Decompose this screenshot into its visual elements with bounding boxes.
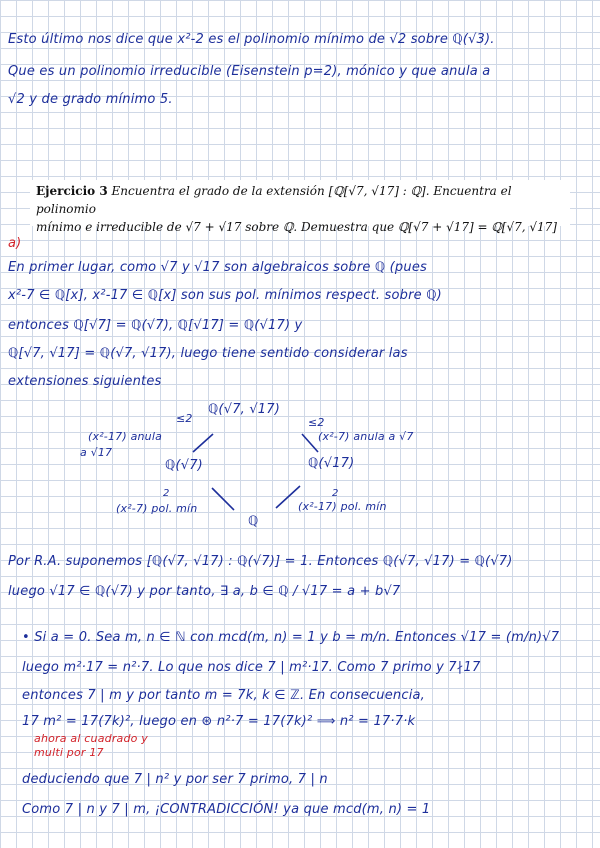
proof-line-5: entonces 7 | m y por tanto m = 7k, k ∈ ℤ. En consecuencia, [22,688,426,703]
notes-line-1: En primer lugar, como √7 y √17 son algebraicos sobre ℚ (pues [8,260,427,275]
intro-line-3: √2 y de grado mínimo 5. [8,92,173,107]
exercise-statement-line-2: mínimo e irreducible de √7 + √17 sobre ℚ. Demuestra que ℚ[√7 + √17] = ℚ[√7, √17] [36,220,557,234]
diagram-label-top-left-1: (x²-17) anula [88,430,163,443]
diagram-degree-bottom-right: 2 [332,488,339,499]
proof-line-2: luego √17 ∈ ℚ(√7) y por tanto, ∃ a, b ∈ ℚ / √17 = a + b√7 [8,584,401,599]
diagram-degree-bottom-left: 2 [163,488,170,499]
proof-line-6: 17 m² = 17(7k)², luego en ⊛ n²·7 = 17(7k)² ⟹ n² = 17·7·k [22,714,416,729]
intro-line-2: Que es un polinomio irreducible (Eisenstein p=2), mónico y que anula a [8,64,491,79]
diagram-label-top-left-2: a √17 [80,446,113,459]
exercise-label: Ejercicio 3 [36,184,108,198]
notes-line-3: entonces ℚ[√7] = ℚ(√7), ℚ[√17] = ℚ(√17) y [8,318,303,333]
proof-line-1: Por R.A. suponemos [ℚ(√7, √17) : ℚ(√7)] = 1. Entonces ℚ(√7, √17) = ℚ(√7) [8,554,513,569]
notes-line-5: extensiones siguientes [8,374,162,389]
proof-line-3: • Si a = 0. Sea m, n ∈ ℕ con mcd(m, n) = 1 y b = m/n. Entonces √17 = (m/n)√7 [22,630,560,645]
diagram-node-bottom: ℚ [248,514,259,529]
intro-line-1: Esto último nos dice que x²-2 es el polinomio mínimo de √2 sobre ℚ(√3). [8,32,495,47]
proof-line-8: Como 7 | n y 7 | m, ¡CONTRADICCIÓN! ya que mcd(m, n) = 1 [22,802,431,817]
exercise-statement-line-1: Encuentra el grado de la extensión [ℚ[√7, √17] : ℚ]. Encuentra el polinomio [36,184,512,216]
diagram-node-left: ℚ(√7) [165,458,203,473]
proof-line-7: deduciendo que 7 | n² y por ser 7 primo, 7 | n [22,772,328,787]
proof-red-note-2: multi por 17 [34,746,104,759]
diagram-node-right: ℚ(√17) [308,456,355,471]
proof-line-4: luego m²·17 = n²·7. Lo que nos dice 7 | m²·17. Como 7 primo y 7∤17 [22,660,481,675]
notes-line-4: ℚ[√7, √17] = ℚ(√7, √17), luego tiene sentido considerar las [8,346,408,361]
notes-line-2: x²-7 ∈ ℚ[x], x²-17 ∈ ℚ[x] son sus pol. mínimos respect. sobre ℚ) [8,288,442,303]
diagram-label-bottom-left: (x²-7) pol. mín [116,502,198,515]
diagram-label-bottom-right: (x²-17) pol. mín [298,500,387,513]
diagram-degree-top-left: ≤2 [176,412,193,425]
diagram-node-top: ℚ(√7, √17) [208,402,281,417]
proof-red-note-1: ahora al cuadrado y [34,732,149,745]
diagram-degree-top-right: ≤2 [308,416,325,429]
part-marker: a) [8,236,22,251]
diagram-label-top-right: (x²-7) anula a √7 [318,430,414,443]
